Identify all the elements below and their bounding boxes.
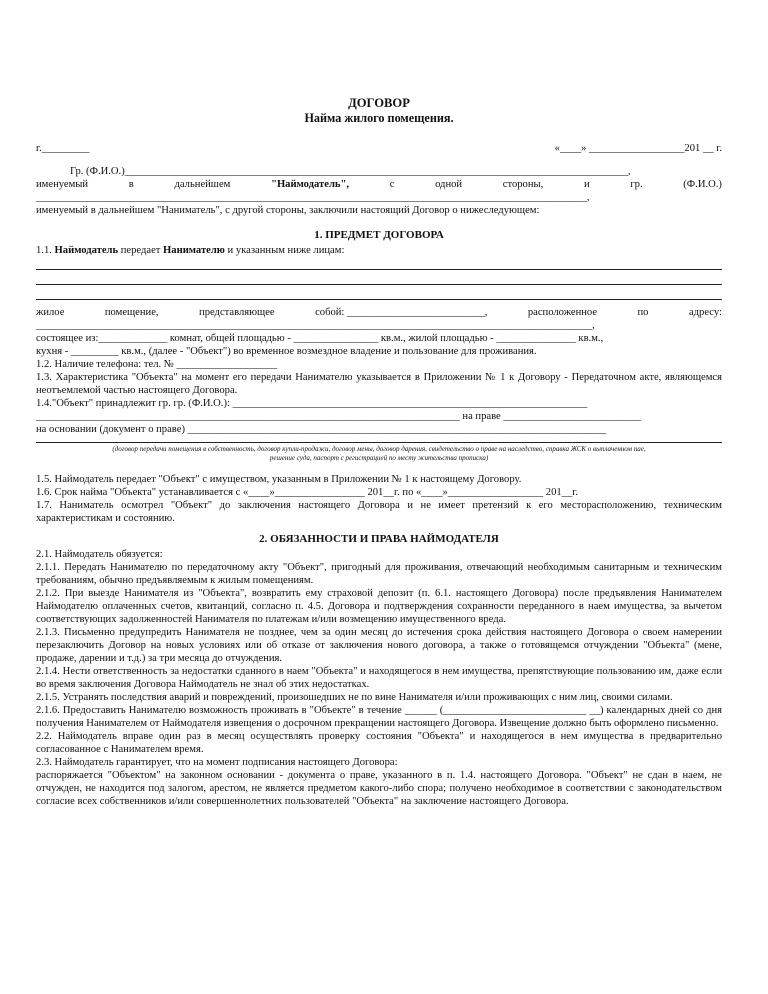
clause-1-6: 1.6. Срок найма "Объекта" устанавливается с «____»_________________ 201__г. по «____»__________________ 201__г. bbox=[36, 487, 579, 498]
landlord-term: "Наймодатель", bbox=[271, 179, 350, 190]
clause-2-1-2: 2.1.2. При выезде Нанимателя из "Объекта", возвратить ему страховой депозит (п. 6.1. настоящего Договора) после предъявления Нанимателем Наймодателю оплаченных счетов, квитанций, согласно п. 4.5. Договора и подтверждения сохранности переданного в наем имущества, за вычетом соответствующих задолженностей Нанимателя по платежам и/или возмещению имущественного вреда. bbox=[36, 588, 722, 625]
address-row: жилое помещение, представляющее собой: __________________________, расположенное по адресу: bbox=[36, 307, 722, 318]
party-line-2: именуемый в дальнейшем "Наймодатель", с одной стороны, и гр. (Ф.И.О.) bbox=[36, 179, 722, 190]
clause-2-1-1: 2.1.1. Передать Нанимателю по передаточному акту "Объект", пригодный для проживания, отвечающий необходимым санитарным и техническим требованиям, обычно предъявляемым к жилым помещениям. bbox=[36, 562, 722, 586]
clause-2-3-body: распоряжается "Объектом" на законном основании - документа о праве, указанного в п. 1.4. настоящего Договора. "Объект" не сдан в наем, не отчужден, не находится под залогом, арестом, не является предметом какого-либо спора; получено необходимое в соответствии с законодательством согласие всех собственников и/или совершеннолетних пользователей "Объекта" на заключение настоящего Договора. bbox=[36, 770, 722, 807]
clause-2-1: 2.1. Наймодатель обязуется: bbox=[36, 549, 163, 560]
clause-1-5: 1.5. Наймодатель передает "Объект" с имуществом, указанным в Приложении № 1 к настоящему Договору. bbox=[36, 474, 522, 485]
party-line-4: именуемый в дальнейшем "Наниматель", с другой стороны, заключили настоящий Договор о нижеследующем: bbox=[36, 205, 540, 216]
clause-1-4-line2: ________________________________________________________________________________ на праве __________________________ bbox=[36, 411, 642, 422]
clause-1-4: 1.4."Объект" принадлежит гр. гр. (Ф.И.О.): ___________________________________________________________________ bbox=[36, 398, 588, 409]
contract-page bbox=[36, 96, 722, 808]
kitchen-line: кухня - _________ кв.м., (далее - "Объект") во временное возмездное владение и пользование для проживания. bbox=[36, 346, 537, 357]
clause-2-1-6: 2.1.6. Предоставить Нанимателю возможность проживать в "Объекте" в течение ______ (___________________________ __) календарных дней со дня получения Нанимателем от Наймодателя извещения о досрочном прекращении настоящего Договора. Извещение должно быть оформлено письменно. bbox=[36, 705, 722, 729]
clause-2-1-5: 2.1.5. Устранять последствия аварий и повреждений, произошедших не по вине Нанимателя и/или проживающих с ним лиц, своими силами. bbox=[36, 692, 673, 703]
party-line-3: ________________________________________________________________________________________________________, bbox=[36, 192, 590, 203]
clause-2-1-3: 2.1.3. Письменно предупредить Нанимателя не позднее, чем за один месяц до истечения срока действия настоящего Договора о своем намерении перезаключить Договор на новых условиях или об отказе от заключения нового договора, а также о готовящемся отчуждении "Объекта" (мене, продаже, дарении и т.д.) за три месяца до отчуждения. bbox=[36, 627, 722, 664]
footnote: (договор передачи помещения в собственность, договор купли-продажи, договор мены, договор дарения, свидетельство о праве на наследство, справка ЖСК о выплаченном пае, решение суда, паспорт с регистрацией по месту жительства прописка) bbox=[112, 445, 646, 462]
place-date-row bbox=[36, 142, 722, 155]
blank-line bbox=[36, 272, 722, 285]
rooms-line: состоящее из:_____________ комнат, общей площадью - ________________ кв.м., жилой площадью - _______________ кв.м., bbox=[36, 333, 604, 344]
document-title: ДОГОВОР bbox=[348, 96, 410, 110]
blank-line bbox=[36, 287, 722, 300]
address-blank: _________________________________________________________________________________________________________, bbox=[36, 320, 595, 331]
clause-1-4-line3: на основании (документ о праве) _______________________________________________________________________________ bbox=[36, 424, 607, 435]
clause-2-1-4: 2.1.4. Нести ответственность за недостатки сданного в наем "Объекта" и находящегося в нем имущества, препятствующие пользованию им, даже если во время заключения Договора Наймодатель не знал об этих недостатках. bbox=[36, 666, 722, 690]
party-line-1: Гр. (Ф.И.О.)_______________________________________________________________________________________________, bbox=[70, 166, 631, 177]
blank-line bbox=[36, 257, 722, 270]
clause-1-7: 1.7. Наниматель осмотрел "Объект" до заключения настоящего Договора и не имеет претензий к его месторасположению, техническим характеристикам и состоянию. bbox=[36, 500, 722, 524]
section-2-heading: 2. ОБЯЗАННОСТИ И ПРАВА НАЙМОДАТЕЛЯ bbox=[259, 533, 499, 545]
city-field: г._________ bbox=[36, 143, 90, 154]
clause-1-1: 1.1. Наймодатель передает Нанимателю и указанным ниже лицам: bbox=[36, 245, 345, 256]
clause-2-3: 2.3. Наймодатель гарантирует, что на момент подписания настоящего Договора: bbox=[36, 757, 398, 768]
clause-2-2: 2.2. Наймодатель вправе один раз в месяц осуществлять проверку состояния "Объекта" и находящегося в нем имущества в предварительно согласованное с Нанимателем время. bbox=[36, 731, 722, 755]
document-subtitle: Найма жилого помещения. bbox=[304, 111, 454, 125]
blank-line bbox=[36, 436, 722, 443]
clause-1-2: 1.2. Наличие телефона: тел. № ___________________ bbox=[36, 359, 278, 370]
date-field: «____» __________________201 __ г. bbox=[554, 143, 722, 154]
clause-1-3: 1.3. Характеристика "Объекта" на момент его передачи Нанимателю указывается в Приложении № 1 к Договору - Передаточном акте, являющемся неотъемлемой частью настоящего Договора. bbox=[36, 372, 722, 396]
section-1-heading: 1. ПРЕДМЕТ ДОГОВОРА bbox=[314, 229, 444, 241]
